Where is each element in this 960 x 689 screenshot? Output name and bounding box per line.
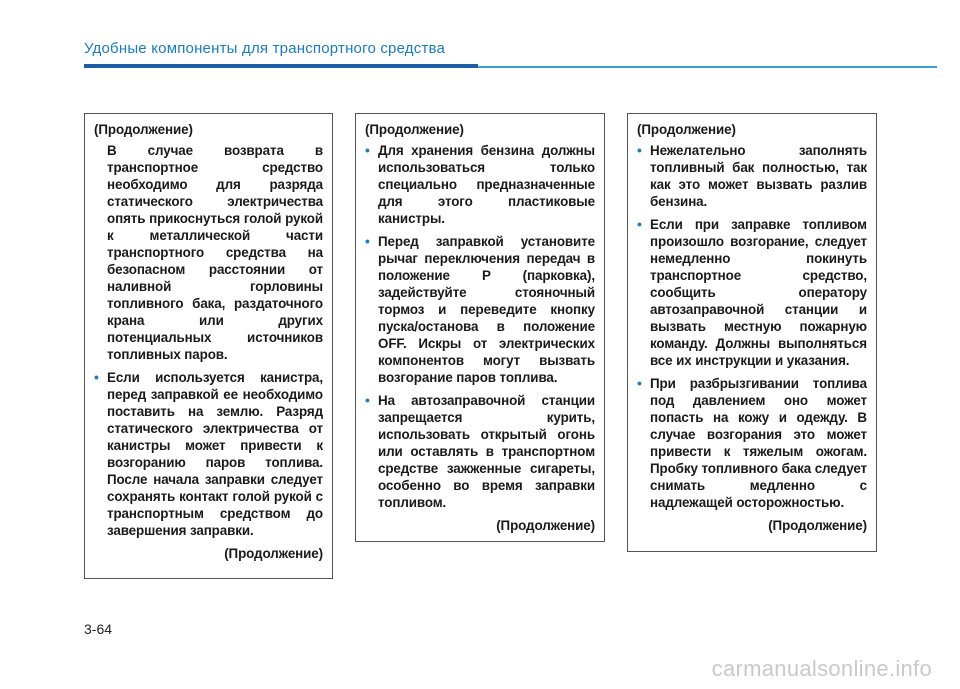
- bullet-text: Если используется канистра, перед заправкой ее необходимо поставить на землю. Разряд статического электричества от канистры может привести к возгоранию паров топлива. После начала заправки следует сохранять контакт голой рукой с транспортным средством до завершения заправки.: [107, 370, 323, 538]
- bullet-dot-icon: •: [637, 375, 642, 391]
- bullet-dot-icon: •: [637, 142, 642, 158]
- bullet-dot-icon: •: [365, 233, 370, 249]
- continued-label-top: (Продолжение): [365, 122, 464, 137]
- continued-label-bottom: (Продолжение): [768, 518, 867, 533]
- header-rule-dark: [84, 64, 478, 68]
- bullet-dot-icon: •: [637, 216, 642, 232]
- bullet-dot-icon: •: [94, 369, 99, 385]
- bullet-item: [365, 392, 595, 511]
- continued-label-bottom: (Продолжение): [496, 518, 595, 533]
- bullet-text: Перед заправкой установите рычаг переключения передач в положение P (парковка), задействуйте стояночный тормоз и переведите кнопку пуска/останова в положение OFF. Искры от электрических компонентов могут вызвать возгорание паров топлива.: [378, 234, 595, 385]
- page-number: 3-64: [84, 621, 113, 637]
- section-title: Удобные компоненты для транспортного средства: [84, 40, 446, 57]
- bullet-dot-icon: •: [365, 392, 370, 408]
- bullet-item: [637, 375, 867, 511]
- bullet-dot-icon: •: [365, 142, 370, 158]
- bullet-text: Если при заправке топливом произошло возгорание, следует немедленно покинуть транспортное средство, сообщить оператору автозаправочной станции и вызвать местную пожарную команду. Должны выполняться все их инструкции и указания.: [650, 217, 867, 368]
- watermark: carmanualsonline.info: [711, 656, 932, 681]
- warning-box-1: [84, 113, 333, 579]
- bullet-text: На автозаправочной станции запрещается курить, использовать открытый огонь или оставлять в транспортном средстве зажженные сигареты, особенно во время заправки топливом.: [378, 393, 595, 510]
- bullet-item: [365, 142, 595, 227]
- continued-label-top: (Продолжение): [637, 122, 736, 137]
- bullet-text: Для хранения бензина должны использоваться только специально предназначенные для этого пластиковые канистры.: [378, 143, 595, 226]
- bullet-item: [94, 369, 323, 539]
- header-rule-light: [478, 66, 937, 68]
- bullet-item: [365, 233, 595, 386]
- bullet-text: Нежелательно заполнять топливный бак полностью, так как это может вызвать разлив бензина.: [650, 143, 867, 209]
- warning-box-3: [627, 113, 877, 552]
- bullet-item: [637, 142, 867, 210]
- paragraph: В случае возврата в транспортное средство необходимо для разряда статического электричества опять прикоснуться голой рукой к металлической части транспортного средства на безопасном расстоянии от наливной горловины топливного бака, раздаточного крана или других потенциальных источников топливных паров.: [107, 143, 323, 362]
- continued-label-bottom: (Продолжение): [224, 546, 323, 561]
- bullet-text: При разбрызгивании топлива под давлением оно может попасть на кожу и одежду. В случае возгорания это может привести к тяжелым ожогам. Пробку топливного бака следует снимать медленно с надлежащей осторожностью.: [650, 376, 867, 510]
- warning-box-2: [355, 113, 605, 542]
- bullet-item: [637, 216, 867, 369]
- continued-label-top: (Продолжение): [94, 122, 193, 137]
